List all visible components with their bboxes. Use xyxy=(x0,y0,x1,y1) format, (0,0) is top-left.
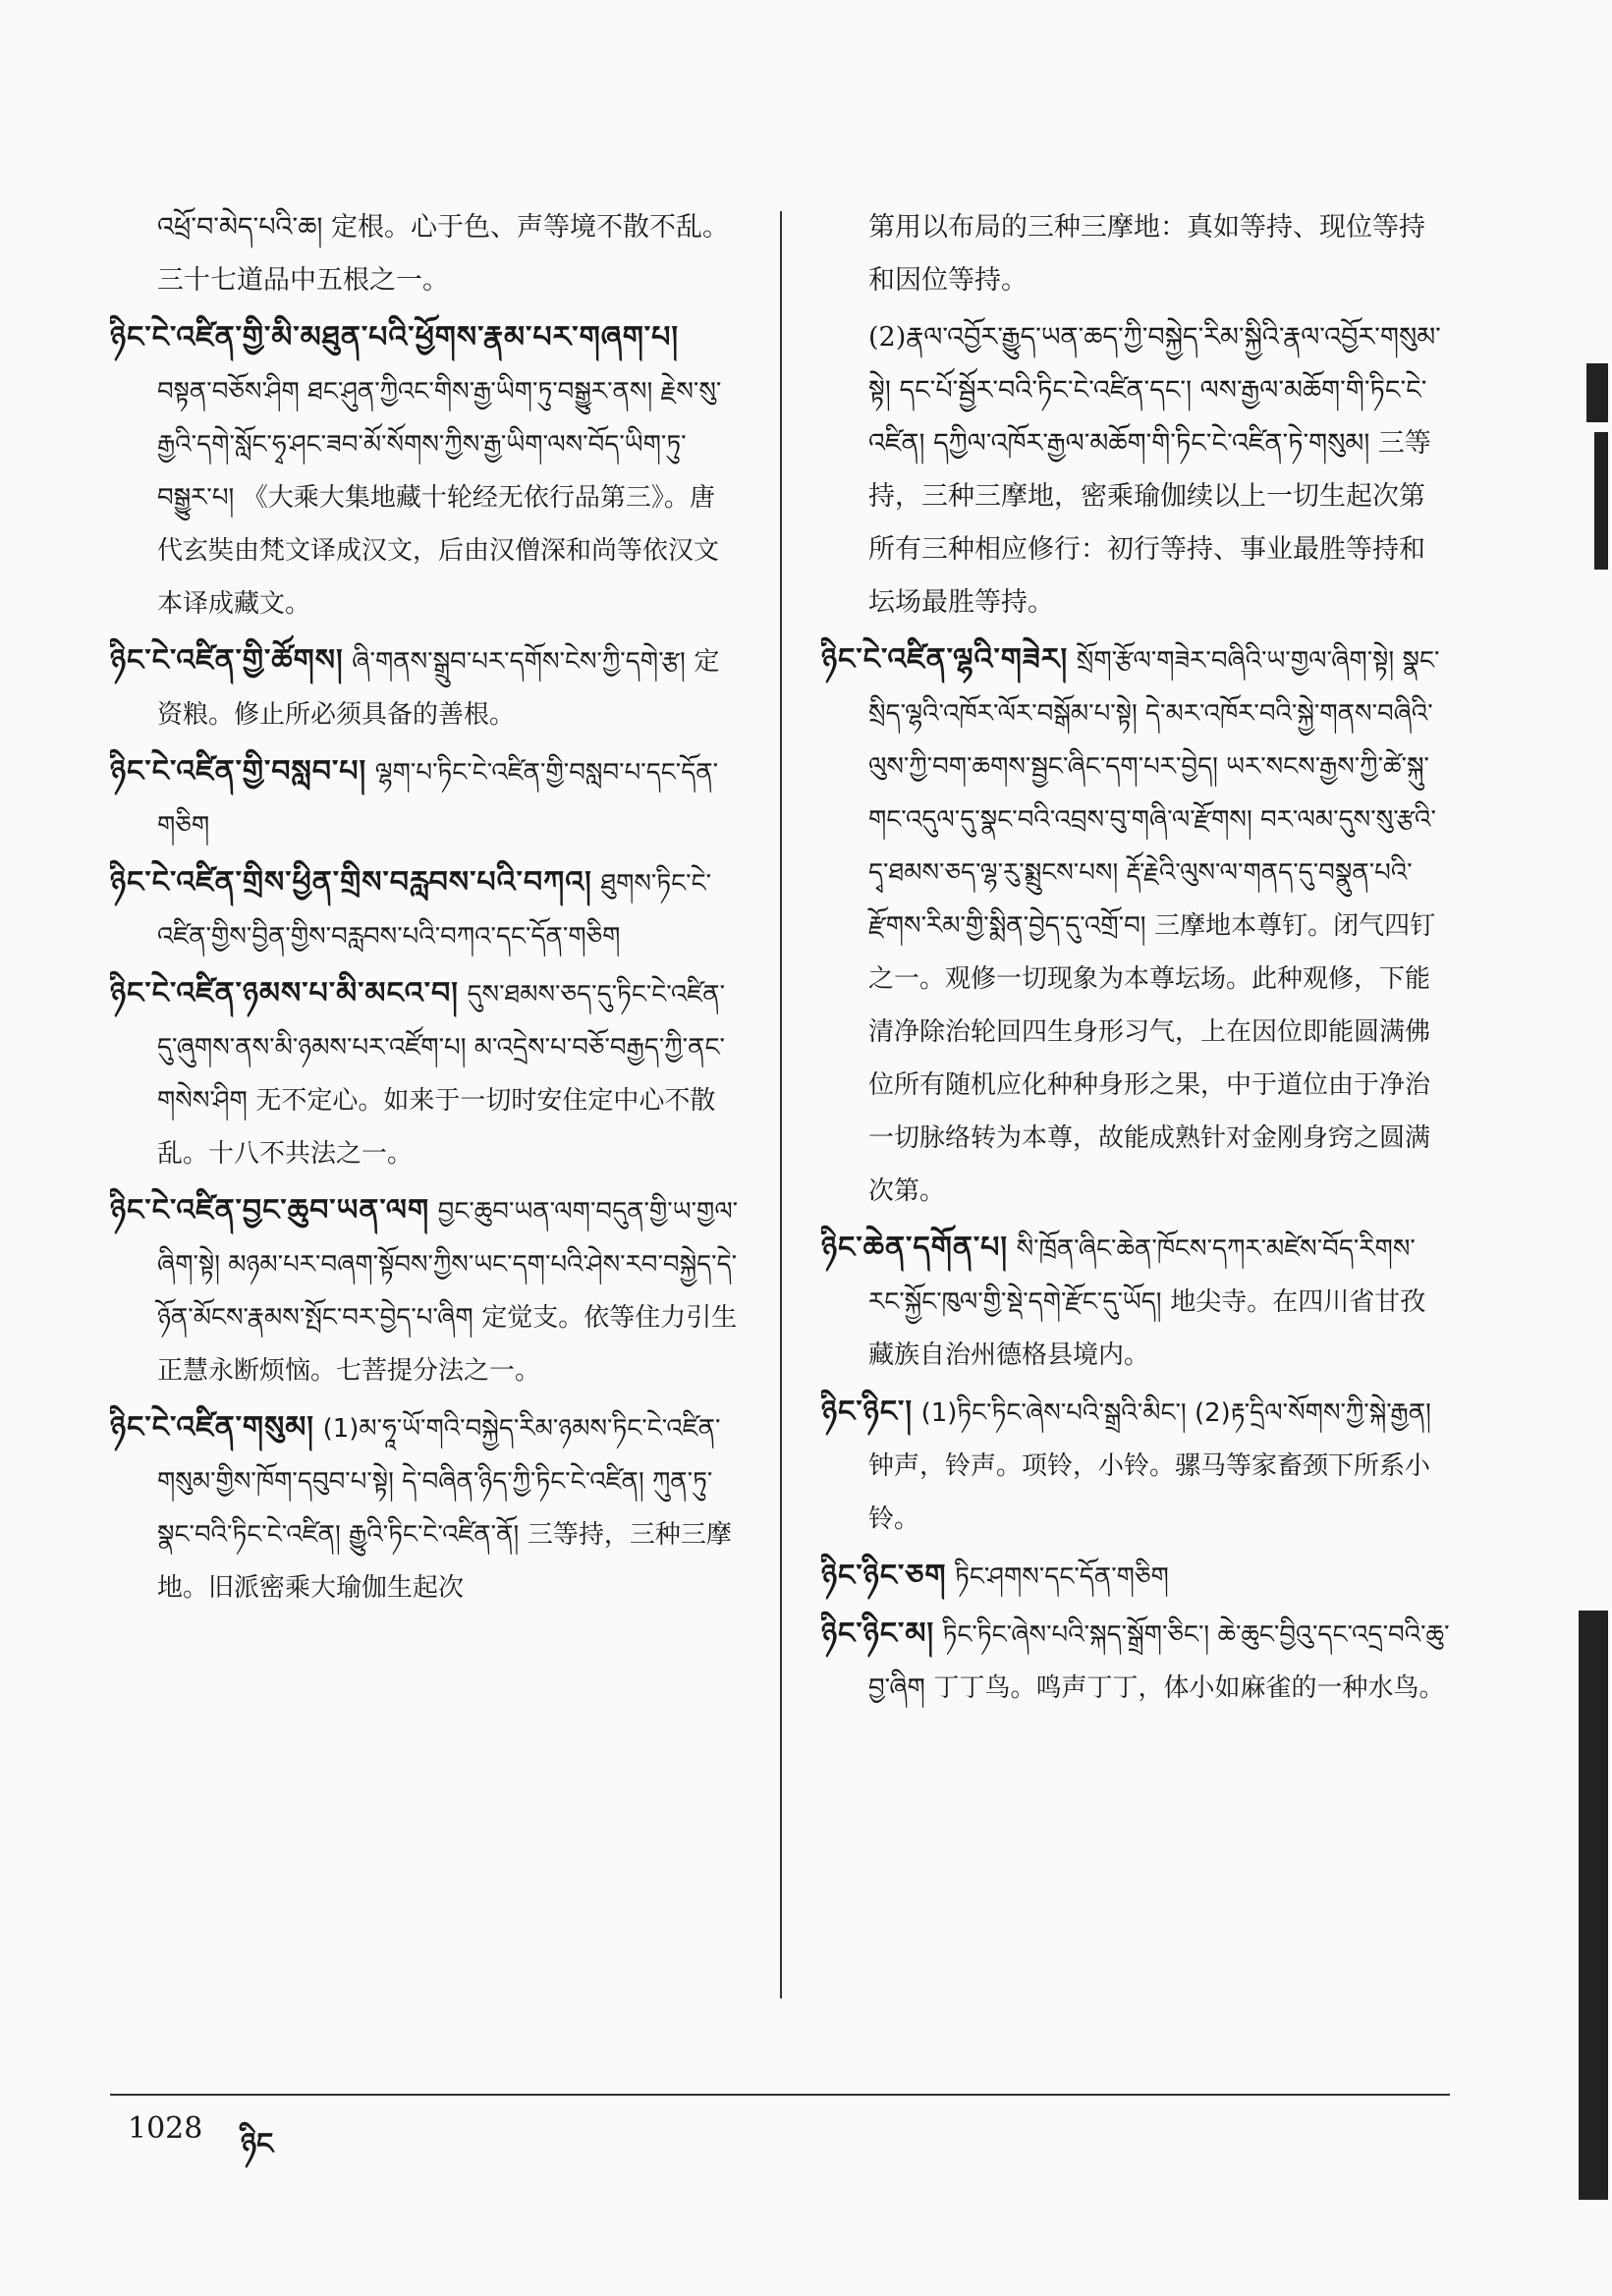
chinese-definition: 丁丁鸟。鸣声丁丁，体小如麻雀的一种水鸟。 xyxy=(933,1673,1445,1703)
dictionary-entry xyxy=(110,856,739,963)
entry-continuation xyxy=(821,201,1450,307)
chinese-definition: 定资粮。修止所必须具备的善根。 xyxy=(157,647,720,730)
tibetan-definition: ཞི་གནས་སྒྲུབ་པར་དགོས་ངེས་ཀྱི་དགེ་རྩ། xyxy=(352,647,686,677)
chinese-definition: 三等持，三种三摩地。旧派密乘大瑜伽生起次 xyxy=(157,1520,732,1603)
chinese-definition: 《大乘大集地藏十轮经无依行品第三》。唐代玄奘由梵文译成汉文，后由汉僧深和尚等依汉文本译成藏文。 xyxy=(157,483,720,619)
chinese-definition: 钟声，铃声。项铃，小铃。骡马等家畜颈下所系小铃。 xyxy=(868,1451,1431,1534)
chinese-definition: 地尖寺。在四川省甘孜藏族自治州德格县境内。 xyxy=(868,1287,1426,1370)
tibetan-text: འཕྲོ་བ་མེད་པའི་ཆ། xyxy=(157,212,323,243)
footer-rule xyxy=(110,2094,1450,2096)
edge-mark xyxy=(1579,1611,1608,2200)
entry-headword: ཉིང་ངེ་འཛིན་གྲིས་ཕྱིན་གྲིས་བརླབས་པའི་བཀའ། xyxy=(110,865,592,900)
dictionary-entry xyxy=(110,634,739,741)
entry-headword: ཉིང་ངེ་འཛིན་ཉམས་པ་མི་མངའ་བ། xyxy=(110,976,459,1011)
scan-edge-marks xyxy=(1573,0,1612,2296)
edge-mark xyxy=(1586,363,1608,422)
right-column xyxy=(821,201,1450,2062)
tibetan-text: (2)རྣལ་འབྱོར་རྒྱུད་ཡན་ཆད་ཀྱི་བསྐྱེད་རིམ་སྐྱིའི་རྣལ་འབྱོར་གསུམ་སྟེ། དང་པོ་སྦྱོར་བའི་ཏིང་ངེ་འཛིན་དང་། ལས་རྒྱལ་མཆོག་གི་ཏིང་ངེ་འཛིན། དཀྱིལ་འཁོར་རྒྱལ་མཆོག་གི་ཏིང་ངེ་འཛིན་ཏེ་གསུམ། xyxy=(868,322,1441,459)
entry-headword: ཉིང་ངེ་འཛིན་གྱི་མི་མཐུན་པའི་ཕྱོགས་རྣམ་པར་གཞག་པ། xyxy=(110,320,679,355)
dictionary-entry xyxy=(821,1550,1450,1604)
dictionary-entry xyxy=(110,745,739,852)
dictionary-entry xyxy=(110,1184,739,1397)
tibetan-definition: ཐུགས་ཏིང་ངེ་འཛིན་གྱིས་བྱིན་གྱིས་བརླབས་པའི་བཀའ་དང་དོན་གཅིག xyxy=(157,869,712,952)
entry-headword: ཉིང་ངེ་འཛིན་གྱི་བསླབ་པ། xyxy=(110,754,367,789)
tibetan-definition: ཏིང་ཤགས་དང་དོན་གཅིག xyxy=(955,1562,1169,1592)
page-number: 1028 xyxy=(128,2111,203,2146)
dictionary-entry xyxy=(821,633,1450,1218)
left-column xyxy=(110,201,739,2062)
edge-mark xyxy=(1594,432,1608,570)
chinese-definition: 三摩地本尊钉。闭气四钉之一。观修一切现象为本尊坛场。此种观修，下能清净除治轮回四生身形习气，上在因位即能圆满佛位所有随机应化种种身形之果，中于道位由于净治一切脉络转为本尊，故能成熟针对金刚身窍之圆满次第。 xyxy=(868,911,1436,1206)
dictionary-entry xyxy=(110,1401,739,1614)
entry-headword: ཉིང་ཉིང་མ། xyxy=(821,1616,935,1651)
tibetan-definition: སི་ཁྲོན་ཞིང་ཆེན་ཁོངས་དཀར་མཛེས་བོད་རིགས་རང་སྐྱོང་ཁུལ་གྱི་སྡེ་དགེ་རྫོང་དུ་ཡོད། xyxy=(868,1234,1416,1317)
entry-headword: ཉིང་ཉིང་ཅག xyxy=(821,1558,947,1593)
dictionary-entry xyxy=(110,311,739,630)
section-letter: ཉིང xyxy=(241,2127,274,2161)
dictionary-entry xyxy=(110,967,739,1180)
tibetan-definition: (1)མ་ཧཱ་ཡོ་གའི་བསྐྱེད་རིམ་ཉམས་ཏིང་ངེ་འཛིན་གསུམ་གྱིས་ཁོག་དབུབ་པ་སྟེ། དེ་བཞིན་ཉིད་ཀྱི་ཏིང་ངེ་འཛིན། ཀུན་ཏུ་སྣང་བའི་ཏིང་ངེ་འཛིན། རྒྱུའི་ཏིང་ངེ་འཛིན་ནོ། xyxy=(157,1414,721,1550)
entry-headword: ཉིང་ངེ་འཛིན་གསུམ། xyxy=(110,1410,314,1445)
chinese-definition: 定觉支。依等住力引生正慧永断烦恼。七菩提分法之一。 xyxy=(157,1303,738,1386)
entry-headword: ཉིང་ངེ་འཛིན་གྱི་ཚོགས། xyxy=(110,643,344,678)
chinese-text: 第用以布局的三种三摩地：真如等持、现位等持和因位等持。 xyxy=(868,212,1425,296)
chinese-text: 三等持，三种三摩地，密乘瑜伽续以上一切生起次第所有三种相应修行：初行等持、事业最胜等持和坛场最胜等持。 xyxy=(868,428,1431,618)
dictionary-entry xyxy=(821,1222,1450,1382)
entry-continuation xyxy=(110,201,739,307)
tibetan-definition: ཏིང་ཏིང་ཞེས་པའི་སྐད་སྒྲོག་ཅིང་། ཆེ་ཆུང་བྱིའུ་དང་འདྲ་བའི་ཆུ་བྱ་ཞིག xyxy=(868,1620,1450,1703)
tibetan-definition: དུས་ཐམས་ཅད་དུ་ཏིང་ངེ་འཛིན་དུ་ཞུགས་ནས་མི་ཉམས་པར་འཛོག་པ། མ་འདྲེས་པ་བཅོ་བརྒྱད་ཀྱི་ནང་གསེས་ཤིག xyxy=(157,980,726,1116)
chinese-definition: 无不定心。如来于一切时安住定中心不散乱。十八不共法之一。 xyxy=(157,1086,716,1169)
column-divider xyxy=(780,211,782,1998)
chinese-text: 定根。心于色、声等境不散不乱。三十七道品中五根之一。 xyxy=(157,212,730,296)
tibetan-definition: བསྟན་བཅོས་ཤིག ཐང་ཤུན་ཀྱིའང་གིས་རྒྱ་ཡིག་ཏུ་བསྒྱུར་ནས། རྗེས་སུ་རྒྱའི་དགེ་སློང་ཧྭ་ཤང་ཟབ་མོ་སོགས་ཀྱིས་རྒྱ་ཡིག་ལས་བོད་ཡིག་ཏུ་བསྒྱུར་པ། xyxy=(157,377,722,513)
entry-continuation xyxy=(821,311,1450,629)
entry-headword: ཉིང་ཆེན་དགོན་པ། xyxy=(821,1230,1009,1265)
tibetan-definition: (1)ཏིང་ཏིང་ཞེས་པའི་སྒྲའི་མིང་། (2)རྟ་དྲིལ་སོགས་ཀྱི་སྐེ་རྒྱན། xyxy=(920,1398,1431,1428)
entry-headword: ཉིང་ངེ་འཛིན་ལྷའི་གཟེར། xyxy=(821,642,1069,677)
entry-headword: ཉིང་ཉིང་། xyxy=(821,1394,913,1429)
tibetan-definition: ལྷག་པ་ཏིང་ངེ་འཛིན་གྱི་བསླབ་པ་དང་དོན་གཅིག xyxy=(157,758,719,841)
tibetan-definition: སྲོག་རྩོལ་གཟེར་བཞིའི་ཡ་གྱལ་ཞིག་སྟེ། སྣང་སྲིད་ལྷའི་འཁོར་ལོར་བསྒོམ་པ་སྟེ། དེ་མར་འཁོར་བའི་སྐྱེ་གནས་བཞིའི་ལུས་ཀྱི་བག་ཆགས་སྦྱང་ཞིང་དག་པར་བྱེད། ཡར་སངས་རྒྱས་ཀྱི་ཚེ་སྐུ་གང་འདུལ་དུ་སྣང་བའི་འབྲས་བུ་གཞི་ལ་རྫོགས། བར་ལམ་དུས་སུ་རྩའི་དྭ་ཐམས་ཅད་ལྷ་རུ་སྨྲུངས་པས། རྡོ་རྗེའི་ལུས་ལ་གནད་དུ་བསྣུན་པའི་རྫོགས་རིམ་གྱི་སྨིན་བྱེད་དུ་འགྲོ་བ། xyxy=(868,646,1440,941)
entry-headword: ཉིང་ངེ་འཛིན་བྱང་ཆུབ་ཡན་ལག xyxy=(110,1193,430,1228)
dictionary-entry xyxy=(821,1386,1450,1546)
dictionary-entry xyxy=(821,1608,1450,1715)
tibetan-definition: བྱང་ཆུབ་ཡན་ལག་བདུན་གྱི་ཡ་གྱལ་ཞིག་སྟེ། མཉམ་པར་བཞག་སྟོབས་ཀྱིས་ཡང་དག་པའི་ཤེས་རབ་བསྐྱེད་དེ་ཉོན་མོངས་རྣམས་སྤོང་བར་བྱེད་པ་ཞིག xyxy=(157,1197,739,1333)
